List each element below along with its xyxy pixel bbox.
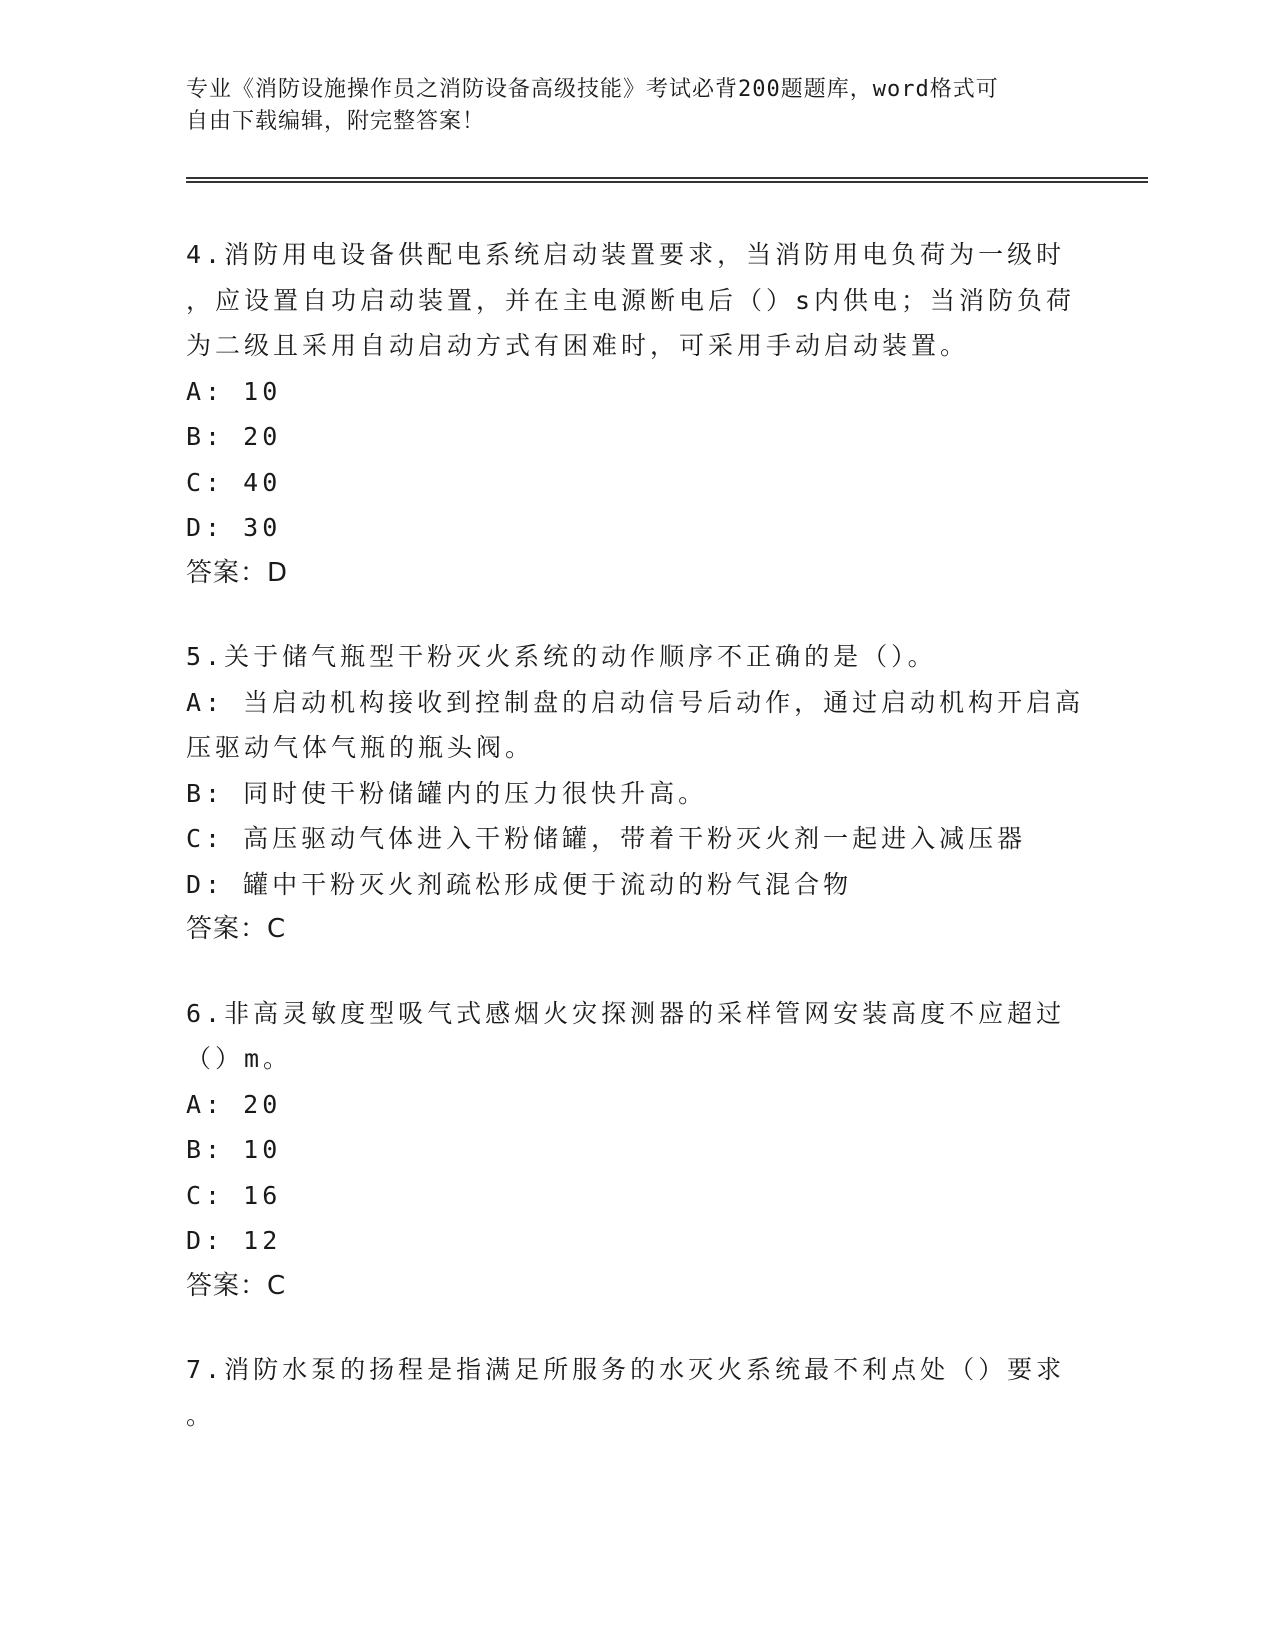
question-7: [186, 1347, 1086, 1438]
option-d: D: 30: [186, 513, 282, 542]
header-divider-bottom: [186, 181, 1148, 183]
answer: 答案：D: [186, 557, 289, 588]
header-divider-top: [186, 177, 1148, 179]
question-4: [186, 232, 1086, 596]
question-6: [186, 991, 1086, 1310]
question-list: [186, 232, 1086, 1476]
question-stem: ，应设置自功启动装置，并在主电源断电后（）s内供电；当消防负荷: [186, 285, 1076, 315]
option-b: B: 10: [186, 1135, 282, 1164]
option-a: A: 10: [186, 376, 282, 406]
option-b: B: 20: [186, 422, 282, 451]
option-b: B: 同时使干粉储罐内的压力很快升高。: [186, 778, 708, 808]
question-stem: 7.消防水泵的扬程是指满足所服务的水灭火系统最不利点处（）要求: [186, 1355, 1066, 1384]
option-a: A: 20: [186, 1089, 282, 1119]
option-c: C: 高压驱动气体进入干粉储罐，带着干粉灭火剂一起进入减压器: [186, 824, 1027, 853]
question-stem: 4.消防用电设备供配电系统启动装置要求，当消防用电负荷为一级时: [186, 240, 1066, 269]
option-d: D: 罐中干粉灭火剂疏松形成便于流动的粉气混合物: [186, 869, 853, 899]
question-stem: 5.关于储气瓶型干粉灭火系统的动作顺序不正确的是（）。: [186, 642, 937, 671]
document-header: [186, 74, 1066, 138]
option-a: A: 当启动机构接收到控制盘的启动信号后动作，通过启动机构开启高: [186, 687, 1085, 717]
option-a-continued: 压驱动气体气瓶的瓶头阀。: [186, 733, 535, 762]
option-c: C: 16: [186, 1180, 282, 1210]
question-5: [186, 634, 1086, 953]
question-stem: （）m。: [186, 1044, 293, 1073]
header-line-1: 专业《消防设施操作员之消防设备高级技能》考试必背200题题库，word格式可: [186, 77, 999, 102]
answer: 答案：C: [186, 1270, 287, 1301]
question-stem: 。: [186, 1400, 216, 1430]
header-line-2: 自由下载编辑，附完整答案！: [186, 109, 486, 134]
question-stem: 6.非高灵敏度型吸气式感烟火灾探测器的采样管网安装高度不应超过: [186, 998, 1066, 1028]
question-stem: 为二级且采用自动启动方式有困难时，可采用手动启动装置。: [186, 331, 970, 360]
option-c: C: 40: [186, 467, 282, 497]
option-d: D: 12: [186, 1226, 282, 1255]
answer: 答案：C: [186, 914, 287, 944]
